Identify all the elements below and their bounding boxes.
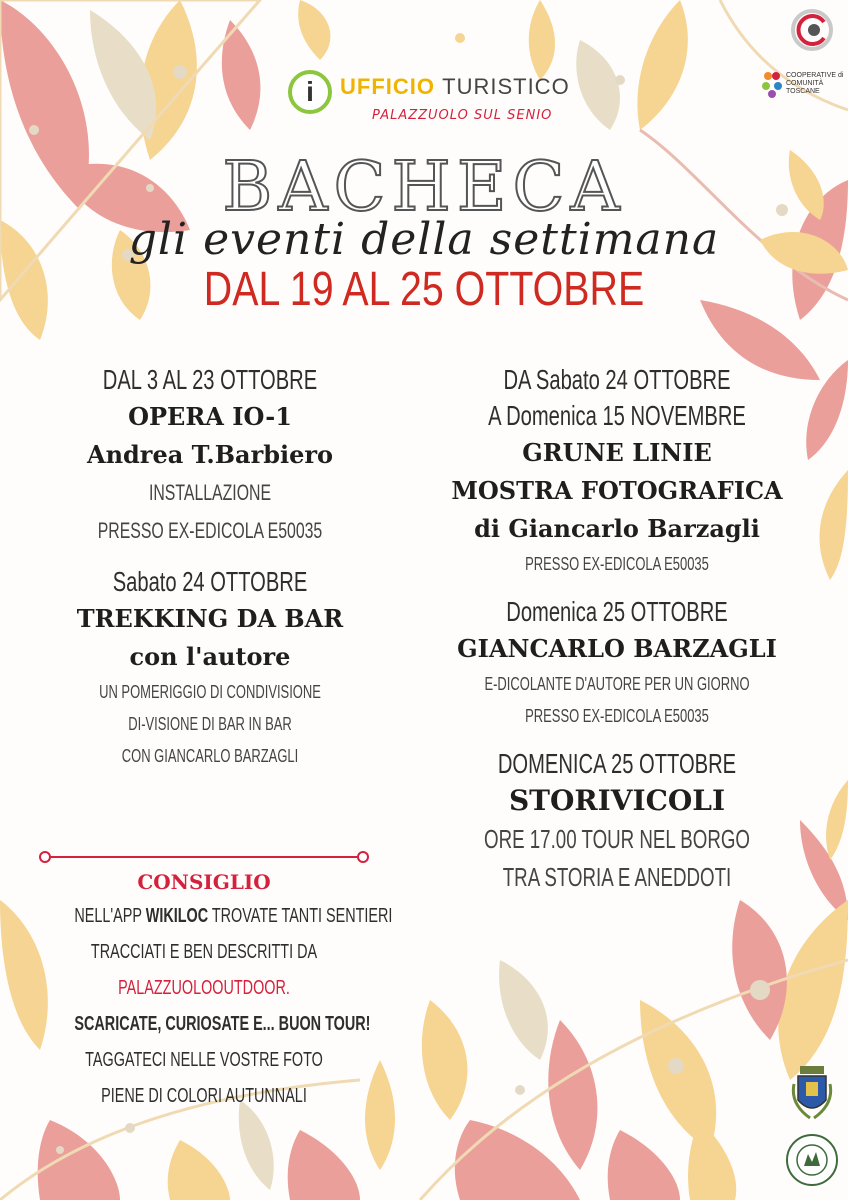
divider xyxy=(38,850,370,864)
page-subtitle: gli eventi della settimana xyxy=(128,214,720,265)
event-title: TREKKING DA BAR xyxy=(76,604,344,633)
event-location: PRESSO EX-EDICOLA E50035 xyxy=(525,554,709,574)
event-date-end: A Domenica 15 NOVEMBRE xyxy=(488,400,746,431)
tip-line-1 xyxy=(74,898,393,934)
tip-box xyxy=(24,866,393,1114)
event-author: di Giancarlo Barzagli xyxy=(474,514,760,543)
event-desc: E-DICOLANTE D'AUTORE PER UN GIORNO xyxy=(484,674,750,694)
tip-line-2: TRACCIATI E BEN DESCRITTI DA xyxy=(90,941,318,963)
tip-line-4: SCARICATE, CURIOSATE E... BUON TOUR! xyxy=(74,1013,371,1035)
people-icon xyxy=(760,70,784,100)
ufficio-turistico-logo xyxy=(288,66,578,130)
event-subtitle: MOSTRA FOTOGRAFICA xyxy=(451,476,783,505)
event-grune-linie xyxy=(414,362,820,580)
event-author: Andrea T.Barbiero xyxy=(86,440,334,469)
event-storivicoli xyxy=(414,746,820,896)
event-title: GIANCARLO BARZAGLI xyxy=(457,634,777,663)
event-type: INSTALLAZIONE xyxy=(148,480,272,505)
week-dates: DAL 19 AL 25 OTTOBRE xyxy=(203,263,645,316)
event-title: OPERA IO-1 xyxy=(128,402,292,431)
event-desc-2: DI-VISIONE DI BAR IN BAR xyxy=(128,714,292,734)
tip-line-5: TAGGATECI NELLE VOSTRE FOTO xyxy=(85,1049,323,1071)
logo-title xyxy=(340,74,570,100)
event-date: Sabato 24 OTTOBRE xyxy=(112,566,308,597)
tip-heading: CONSIGLIO xyxy=(137,870,271,894)
tip-text: NELL'APP xyxy=(74,905,146,927)
event-location: PRESSO EX-EDICOLA E50035 xyxy=(97,518,323,543)
tip-line-3 xyxy=(74,970,333,1006)
event-desc-1: UN POMERIGGIO DI CONDIVISIONE xyxy=(99,682,321,702)
coop-toscane-logo xyxy=(760,70,848,106)
event-opera-io xyxy=(40,362,380,550)
event-location: PRESSO EX-EDICOLA E50035 xyxy=(525,706,709,726)
event-date: DAL 3 AL 23 OTTOBRE xyxy=(102,364,318,395)
wikiloc-label: WIKILOC xyxy=(145,905,209,927)
event-barzagli xyxy=(414,594,820,732)
logo-town: PALAZZUOLO SUL SENIO xyxy=(372,108,553,123)
cooperative-logo-icon xyxy=(790,8,834,52)
right-events-column xyxy=(414,362,820,910)
event-desc: TRA STORIA E ANEDDOTI xyxy=(502,862,732,892)
municipal-crest-icon xyxy=(790,1064,834,1122)
left-events-column xyxy=(40,362,380,786)
event-date: DOMENICA 25 OTTOBRE xyxy=(497,748,737,779)
event-time: ORE 17.00 TOUR NEL BORGO xyxy=(484,824,750,854)
event-subtitle: con l'autore xyxy=(129,642,291,671)
seal-icon xyxy=(784,1132,840,1188)
logo-word-ufficio: UFFICIO xyxy=(340,74,435,99)
event-desc-3: CON GIANCARLO BARZAGLI xyxy=(121,746,299,766)
tip-text: TROVATE TANTI SENTIERI xyxy=(208,905,393,927)
coop-text: COOPERATIVE di COMUNITÀ TOSCANE xyxy=(786,72,844,95)
logo-word-turistico: TURISTICO xyxy=(442,74,570,99)
event-date-start: DA Sabato 24 OTTOBRE xyxy=(503,364,731,395)
event-trekking xyxy=(40,564,380,772)
tip-line-6: PIENE DI COLORI AUTUNNALI xyxy=(101,1085,307,1107)
palazzuolo-seal xyxy=(784,1132,840,1188)
palazzuolooutdoor-label: PALAZZUOLOOUTDOOR. xyxy=(118,977,290,999)
event-title: STORIVICOLI xyxy=(508,784,726,817)
page-title: BACHECA xyxy=(222,148,626,227)
event-date: Domenica 25 OTTOBRE xyxy=(506,596,728,627)
event-title: GRUNE LINIE xyxy=(522,438,712,467)
info-icon: i xyxy=(288,70,332,114)
